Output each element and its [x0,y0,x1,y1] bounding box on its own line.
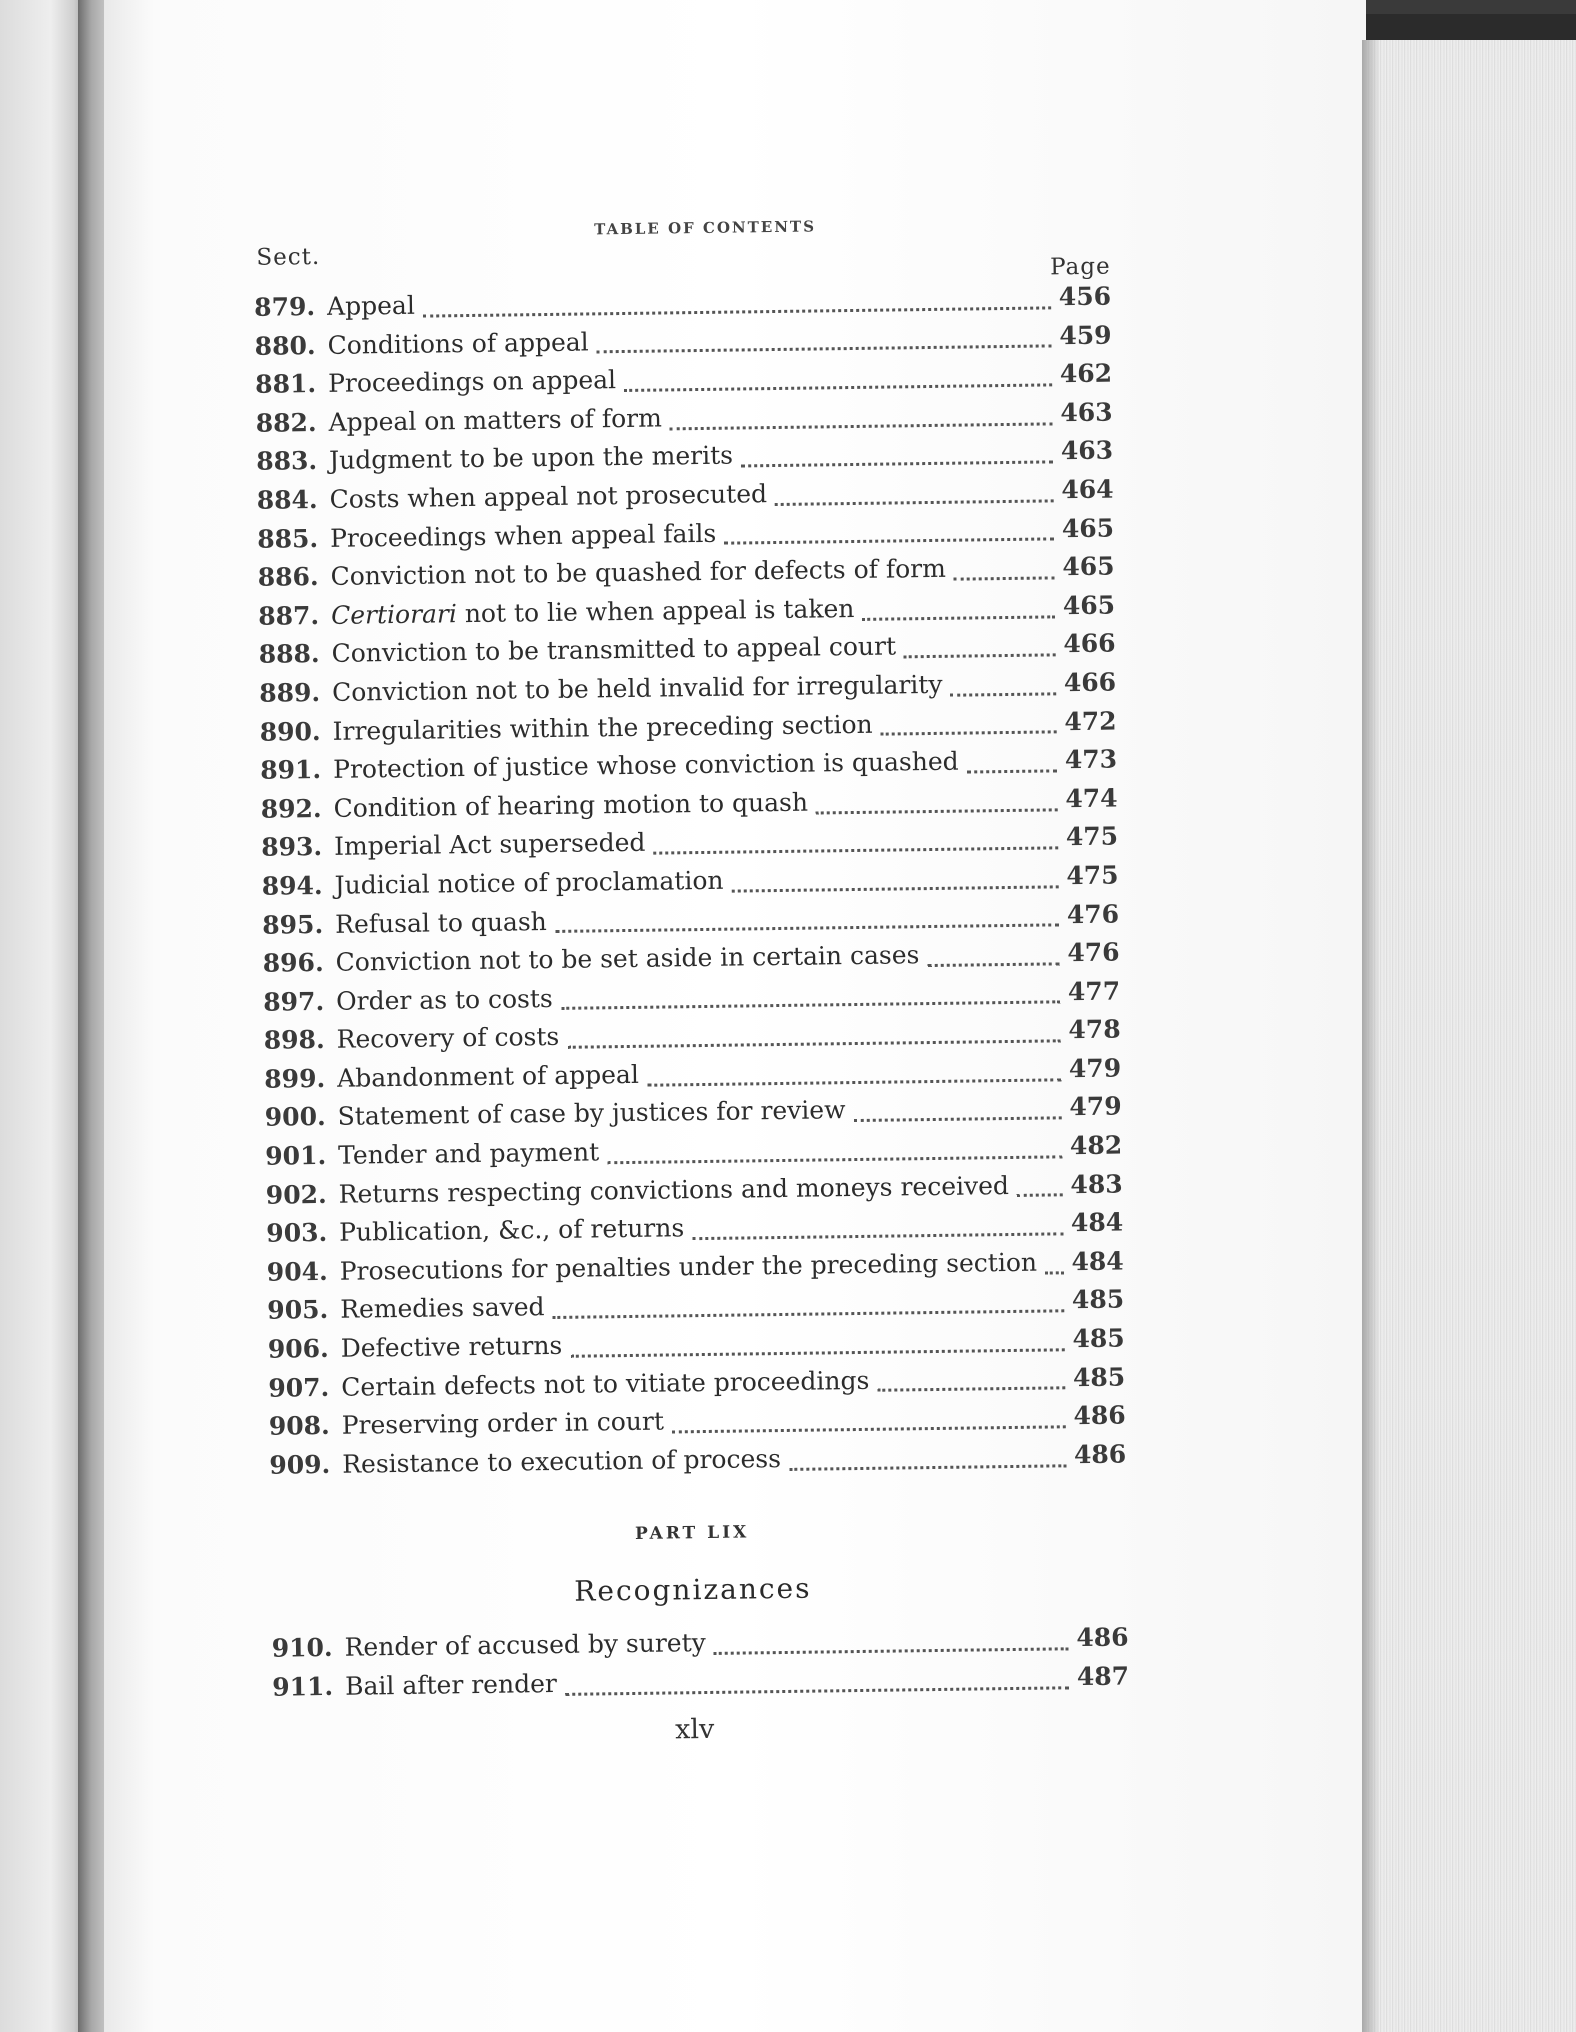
page-number: 486 [1073,1439,1127,1470]
dot-leader [607,1155,1062,1164]
dot-leader [423,306,1051,317]
dot-leader [567,1039,1060,1048]
dot-leader [854,1117,1062,1123]
entry-title: Refusal to quash [334,906,547,939]
section-number: 884. [256,484,318,515]
dot-leader [570,1348,1064,1357]
entry-title: Order as to costs [335,983,553,1016]
section-number: 911. [272,1671,334,1702]
toc-entry-list [241,282,1127,1490]
section-number: 892. [260,793,322,824]
page-number: 482 [1069,1130,1123,1161]
dot-leader [555,924,1059,934]
dot-leader [863,615,1056,621]
section-number: 906. [267,1333,329,1364]
page-number: 466 [1063,628,1116,659]
part-entry-list [258,1623,1129,1712]
dot-leader [654,846,1058,854]
page-number: 479 [1069,1092,1122,1122]
section-number: 901. [265,1141,327,1171]
entry-title: Appeal [326,290,416,321]
page-number: 484 [1070,1207,1124,1238]
dot-leader [967,769,1057,773]
page-number: 485 [1072,1323,1125,1354]
entry-title: Render of accused by surety [344,1628,706,1663]
section-number: 895. [262,909,324,940]
part-title: Recognizances [574,1572,812,1609]
page-number: 465 [1062,590,1116,621]
section-number: 905. [267,1295,329,1326]
page-number: 485 [1072,1362,1126,1392]
toc-content [240,214,1130,1751]
page-number: 459 [1059,320,1112,350]
section-number: 902. [265,1179,327,1210]
dot-leader [904,654,1055,659]
section-number: 880. [254,330,316,361]
sect-column-heading: Sect. [256,243,321,271]
entry-title: Conviction not to be quashed for defects of form [330,553,946,591]
section-number: 896. [262,948,324,978]
page-number: 485 [1071,1284,1125,1315]
entry-title: Imperial Act superseded [333,828,646,862]
dot-leader [1045,1271,1064,1274]
dot-leader [954,576,1055,580]
entry-title: Costs when appeal not prosecuted [329,479,768,514]
dot-leader [553,1310,1064,1320]
section-number: 879. [253,292,316,322]
page-folio: xlv [674,1713,715,1746]
section-number: 900. [264,1102,326,1133]
section-number: 904. [266,1256,328,1287]
page-number: 486 [1073,1400,1126,1431]
section-number: 908. [268,1411,330,1441]
page-number: 462 [1059,358,1113,389]
section-number: 909. [269,1449,331,1480]
dot-leader [877,1387,1065,1392]
page-number: 487 [1076,1661,1130,1692]
section-number: 890. [259,716,321,747]
entry-title: Conviction not to be set aside in certain cases [335,940,920,977]
section-number: 886. [257,562,319,592]
page-number: 466 [1063,667,1117,698]
page-number: 475 [1065,821,1119,852]
entry-title: Proceedings when appeal fails [329,518,717,553]
page-number: 478 [1068,1014,1121,1045]
entry-title: Certiorari not to lie when appeal is taken [330,593,855,630]
page-number: 474 [1065,783,1118,813]
section-number: 903. [266,1218,328,1248]
entry-title: Protection of justice whose conviction is quashed [332,746,959,784]
dot-leader [775,499,1053,506]
entry-title: Publication, &c., of returns [339,1213,685,1248]
page-column-heading: Page [1049,253,1111,281]
section-number: 891. [260,755,322,785]
section-number: 885. [257,523,319,554]
section-number: 907. [268,1372,330,1403]
dot-leader [692,1232,1063,1240]
dot-leader [927,962,1059,967]
page-number: 463 [1060,435,1114,466]
entry-title: Condition of hearing motion to quash [333,787,809,823]
entry-title: Recovery of costs [336,1022,560,1055]
page-number: 475 [1066,860,1119,891]
dot-leader [672,1425,1066,1433]
page-number: 476 [1066,899,1120,929]
section-number: 898. [263,1025,325,1056]
section-number: 881. [255,369,317,400]
dot-leader [741,461,1053,468]
dot-leader [881,731,1057,736]
section-number: 882. [255,407,317,438]
entry-title: Statement of case by justices for review [337,1095,846,1132]
section-number: 899. [264,1063,326,1094]
entry-title: Judicial notice of proclamation [334,865,724,900]
page-number: 465 [1061,513,1115,543]
entry-title: Certain defects not to vitiate proceedings [341,1365,870,1402]
entry-title: Conviction not to be held invalid for irregularity [331,669,943,707]
page-block-edge [1362,40,1576,2032]
entry-title: Defective returns [340,1330,563,1363]
page-edge-shadow [1362,40,1380,2032]
entry-title: Proceedings on appeal [327,365,617,399]
part-heading: PART LIX [634,1522,750,1545]
entry-title: Preserving order in court [341,1406,665,1440]
entry-title: Prosecutions for penalties under the preceding section [339,1247,1038,1286]
section-number: 897. [263,986,325,1017]
dot-leader [597,345,1052,354]
section-number: 889. [259,677,321,708]
page-number: 479 [1068,1053,1122,1084]
entry-title: Judgment to be upon the merits [328,440,734,476]
section-number: 888. [258,639,320,670]
page-number: 473 [1064,744,1118,775]
page-number: 486 [1076,1622,1129,1653]
section-number: 883. [256,446,318,477]
dot-leader [951,692,1056,696]
section-number: 894. [261,870,323,901]
dot-leader [565,1686,1069,1696]
dot-leader [670,422,1053,430]
entry-title: Abandonment of appeal [336,1059,640,1093]
entry-title: Conditions of appeal [327,327,589,360]
dot-leader [732,885,1059,892]
page-number: 476 [1067,937,1120,968]
dot-leader [624,383,1052,392]
entry-title: Resistance to execution of process [342,1443,782,1479]
dot-leader [647,1078,1061,1086]
page-number: 472 [1064,706,1117,736]
dot-leader [724,538,1054,545]
entry-title: Conviction to be transmitted to appeal court [331,631,897,669]
page-number: 464 [1061,474,1114,505]
entry-title: Returns respecting convictions and moneys received [338,1170,1010,1209]
page-number: 465 [1062,551,1115,582]
page-number: 456 [1058,281,1112,312]
entry-title: Appeal on matters of form [328,403,662,437]
dot-leader [789,1464,1066,1471]
dot-leader [714,1647,1069,1655]
section-number: 887. [258,600,320,631]
entry-title: Remedies saved [340,1292,545,1325]
page-number: 484 [1071,1246,1124,1277]
dot-leader [1017,1194,1063,1198]
dot-leader [561,1001,1060,1011]
running-head: TABLE OF CONTENTS [594,217,817,239]
page-number: 463 [1060,397,1113,428]
entry-title: Tender and payment [337,1137,600,1170]
page-number: 483 [1070,1169,1123,1199]
entry-title: Bail after render [344,1668,558,1701]
dot-leader [816,808,1057,814]
section-number: 893. [261,832,323,863]
page-number: 477 [1067,976,1121,1006]
entry-title: Irregularities within the preceding section [332,709,873,746]
section-number: 910. [271,1633,333,1664]
